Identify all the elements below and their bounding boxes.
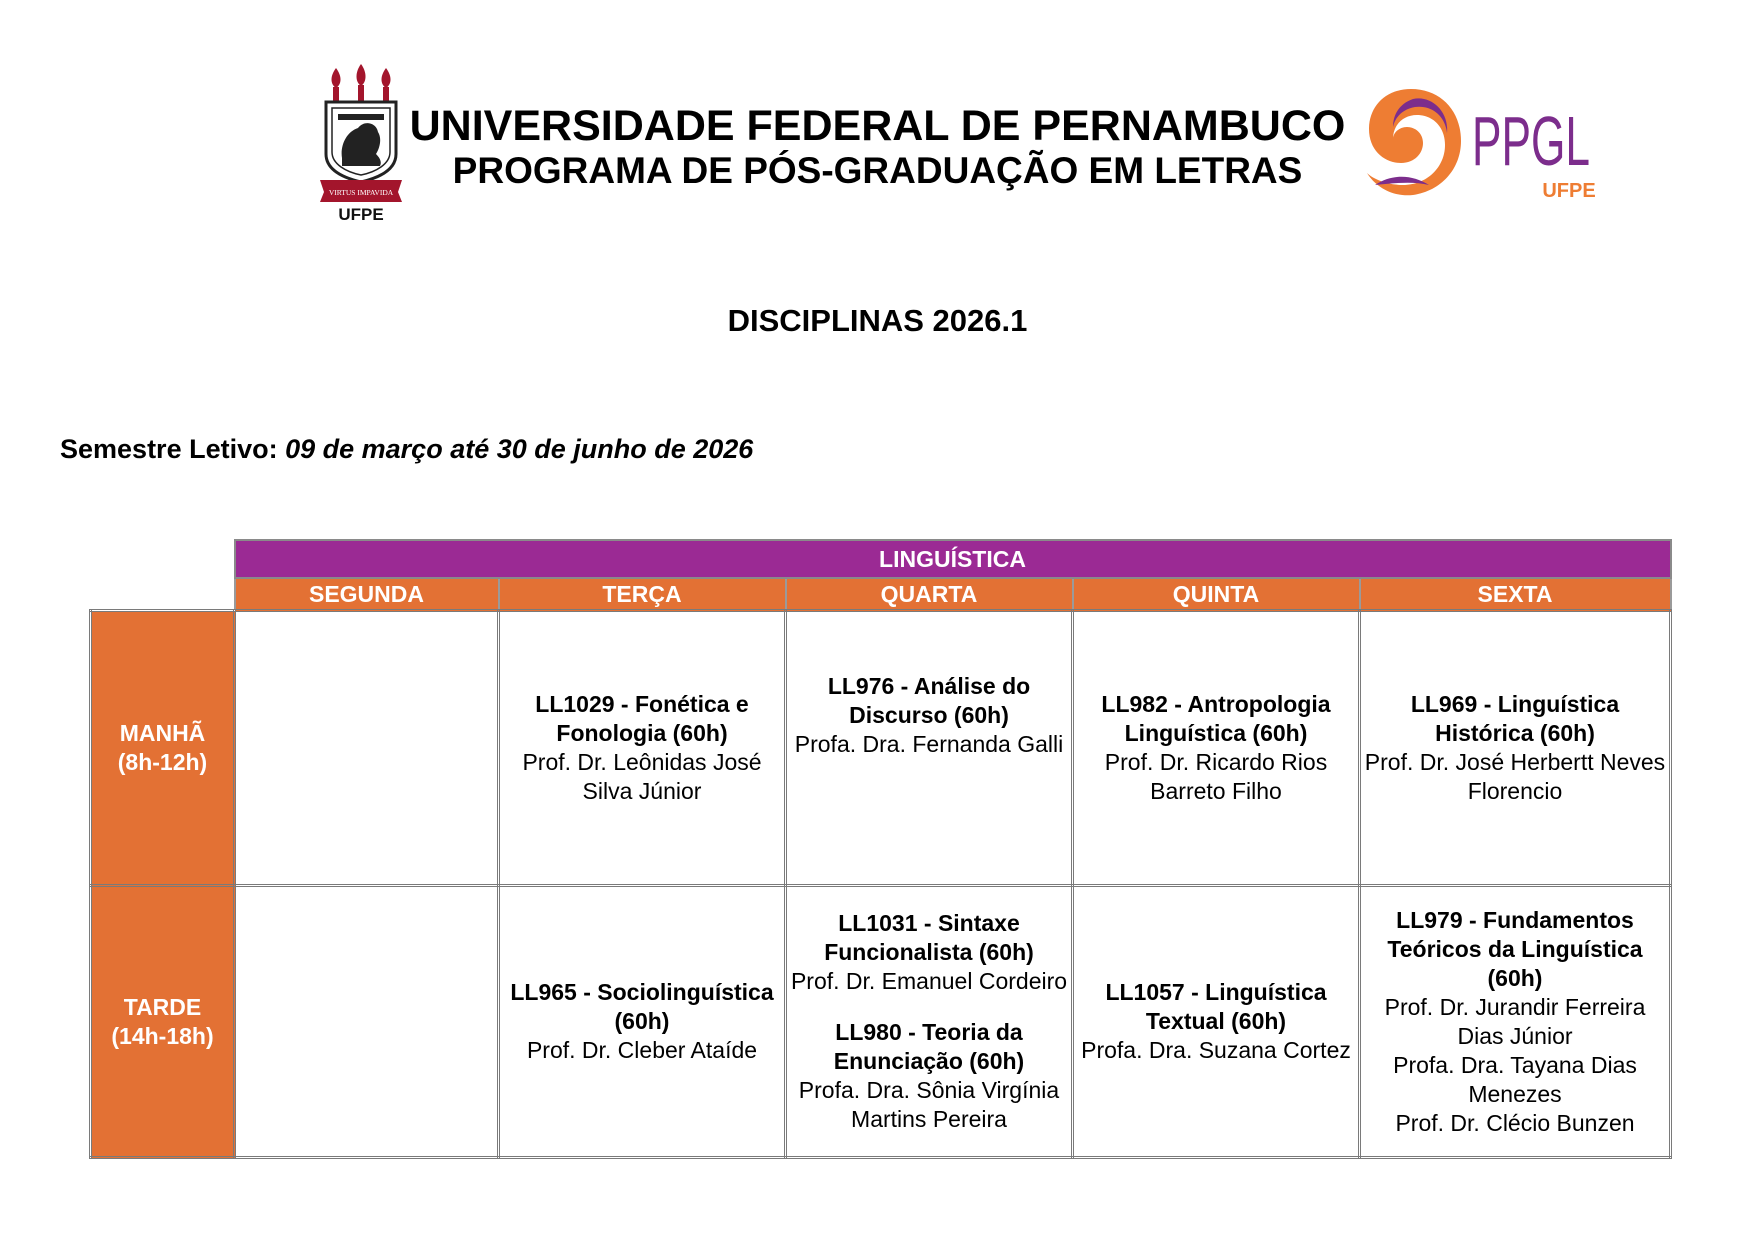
schedule-cell-sexta-tarde: [1360, 886, 1671, 1158]
day-header-segunda: SEGUNDA: [235, 578, 499, 611]
program-name: PROGRAMA DE PÓS-GRADUAÇÃO EM LETRAS: [452, 150, 1303, 191]
course-professor: Prof. Dr. Cleber Ataíde: [526, 1037, 758, 1063]
university-name: UNIVERSIDADE FEDERAL DE PERNAMBUCO: [409, 102, 1346, 150]
course-title: LL979 - Fundamentos Teóricos da Linguística (60h): [1387, 906, 1643, 991]
semester-label: Semestre Letivo:: [60, 434, 278, 464]
course-professor: Prof. Dr. Leônidas José Silva Júnior: [522, 749, 762, 804]
schedule-cell-quarta-manha: [786, 611, 1073, 886]
period-hours: (14h-18h): [111, 1022, 214, 1049]
course-title: LL982 - Antropologia Linguística (60h): [1101, 691, 1331, 746]
period-label-manha: [91, 611, 235, 886]
day-header-quinta: QUINTA: [1073, 578, 1360, 611]
semester-dates: 09 de março até 30 de junho de 2026: [285, 434, 754, 464]
course-professor: Prof. Dr. Jurandir Ferreira Dias Júnior: [1384, 993, 1646, 1049]
schedule-cell-quinta-manha: [1073, 611, 1360, 886]
period-row-tarde: [91, 886, 1671, 1158]
schedule-cell-terca-manha: [499, 611, 786, 886]
course-professor: Prof. Dr. José Herbertt Neves Florencio: [1364, 749, 1666, 804]
course-title: LL1031 - Sintaxe Funcionalista (60h): [824, 910, 1034, 965]
document-header: [0, 0, 1755, 230]
ufpe-caption: UFPE: [338, 205, 384, 224]
course-professor: Profa. Dra. Tayana Dias Menezes: [1393, 1051, 1637, 1107]
schedule-table: [89, 539, 1672, 1159]
period-row-manha: [91, 611, 1671, 886]
schedule-cell-terca-tarde: [499, 886, 786, 1158]
course-professor: Prof. Dr. Clécio Bunzen: [1395, 1109, 1635, 1136]
period-name: TARDE: [123, 993, 202, 1020]
ppgl-caption: UFPE: [1542, 180, 1596, 202]
ppgl-logo: [1363, 85, 1603, 207]
period-label-tarde: [91, 886, 235, 1158]
period-name: MANHÃ: [119, 720, 206, 746]
course-title: LL1057 - Linguística Textual (60h): [1105, 979, 1327, 1034]
course-professor: Profa. Dra. Fernanda Galli: [794, 731, 1064, 757]
area-row: [91, 540, 1671, 578]
schedule-cell-segunda-manha: [235, 611, 499, 886]
semester-line: [60, 433, 753, 465]
course-professor: Prof. Dr. Emanuel Cordeiro: [790, 968, 1068, 994]
schedule-cell-segunda-tarde: [235, 886, 499, 1158]
course-professor: Profa. Dra. Suzana Cortez: [1081, 1037, 1351, 1063]
course-professor: Profa. Dra. Sônia Virgínia Martins Pereira: [798, 1077, 1060, 1132]
document-title: DISCIPLINAS 2026.1: [727, 303, 1028, 338]
course-title: LL965 - Sociolinguística (60h): [510, 979, 774, 1034]
course-title: LL1029 - Fonética e Fonologia (60h): [535, 691, 749, 746]
schedule-cell-quinta-tarde: [1073, 886, 1360, 1158]
area-header: LINGUÍSTICA: [235, 540, 1671, 578]
course-professor: Prof. Dr. Ricardo Rios Barreto Filho: [1104, 749, 1328, 804]
course-title: LL980 - Teoria da Enunciação (60h): [833, 1019, 1025, 1074]
course-title: LL969 - Linguística Histórica (60h): [1410, 691, 1620, 746]
period-hours: (8h-12h): [117, 749, 208, 775]
days-row: [91, 578, 1671, 611]
schedule-cell-sexta-manha: [1360, 611, 1671, 886]
schedule-cell-quarta-tarde: [786, 886, 1073, 1158]
ppgl-wordmark: PPGL: [1472, 102, 1590, 180]
day-header-terca: TERÇA: [499, 578, 786, 611]
day-header-quarta: QUARTA: [786, 578, 1073, 611]
day-header-sexta: SEXTA: [1360, 578, 1671, 611]
ufpe-motto: VIRTUS IMPAVIDA: [328, 188, 394, 197]
course-title: LL976 - Análise do Discurso (60h): [827, 673, 1031, 728]
